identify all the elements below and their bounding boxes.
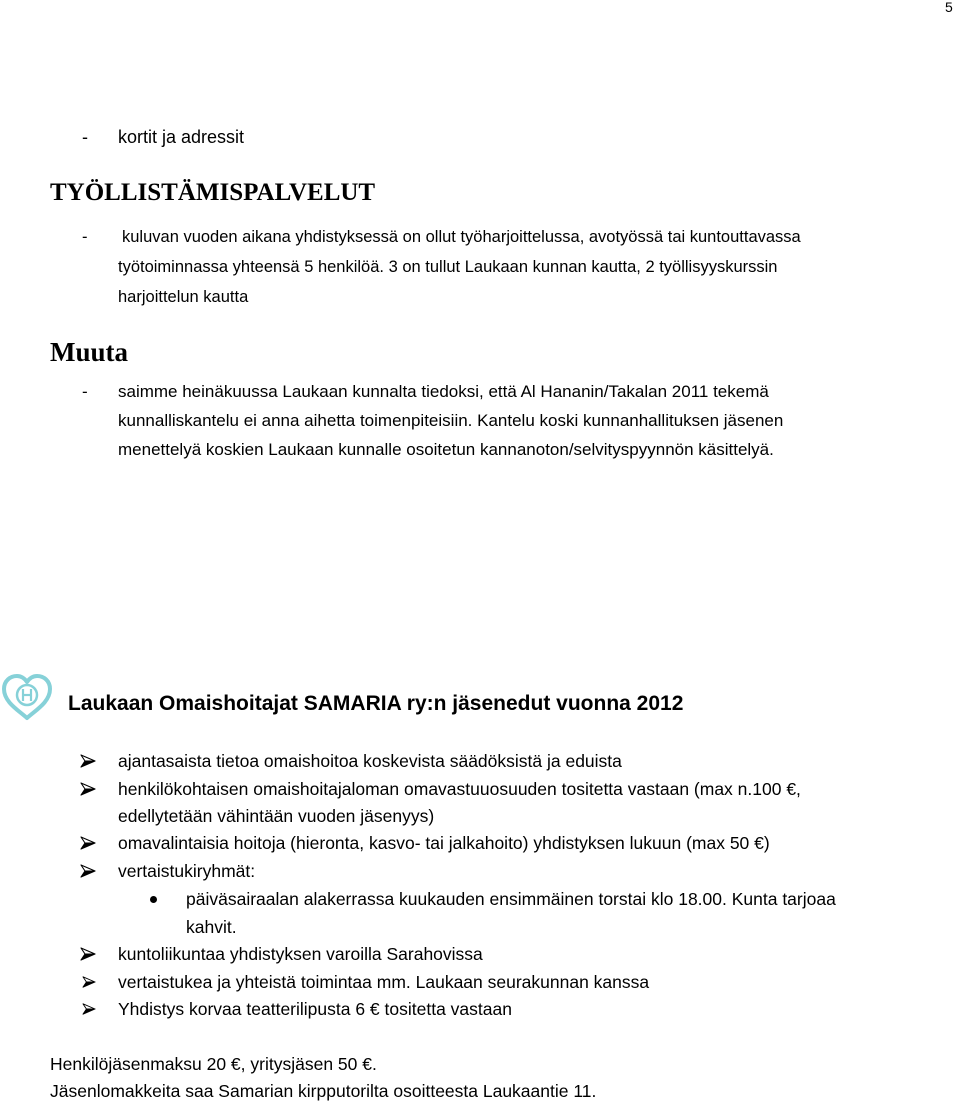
benefit-item-line: ajantasaista tietoa omaishoitoa koskevista säädöksistä ja eduista: [118, 751, 622, 771]
other-text-line: saimme heinäkuussa Laukaan kunnalta tiedoksi, että Al Hananin/Takalan 2011 tekemä: [118, 382, 769, 401]
benefit-subitem-line: päiväsairaalan alakerrassa kuukauden ensimmäinen torstai klo 18.00. Kunta tarjoaa: [186, 889, 836, 909]
samaria-heart-logo-icon: [0, 672, 54, 722]
benefit-item-line: vertaistukiryhmät:: [118, 861, 256, 881]
benefit-subitem-line: kahvit.: [186, 917, 237, 937]
arrowhead-bullet-icon: [80, 947, 96, 961]
arrowhead-bullet-icon: [80, 836, 96, 850]
benefit-item-line: omavalintaisia hoitoja (hieronta, kasvo- tai jalkahoito) yhdistyksen lukuun (max 50 €): [118, 833, 770, 853]
arrowhead-bullet-icon: [82, 976, 96, 988]
round-bullet-icon: [150, 896, 157, 903]
benefit-item-line: edellytetään vähintään vuoden jäsenyys): [118, 806, 435, 826]
benefit-item-line: kuntoliikuntaa yhdistyksen varoilla Sarahovissa: [118, 944, 483, 964]
other-text-line: kunnalliskantelu ei anna aihetta toimenpiteisiin. Kantelu koski kunnanhallituksen jäsenen: [118, 411, 784, 430]
list-dash: -: [82, 228, 88, 246]
employment-text-line: työtoiminnassa yhteensä 5 henkilöä. 3 on tullut Laukaan kunnan kautta, 2 työllisyyskurssin: [118, 258, 778, 276]
employment-heading: TYÖLLISTÄMISPALVELUT: [50, 179, 376, 206]
employment-text-line: harjoittelun kautta: [118, 288, 249, 306]
other-text-line: menettelyä koskien Laukaan kunnalle osoitetun kannanoton/selvityspyynnön käsittelyä.: [118, 440, 774, 459]
membership-fee-text: Henkilöjäsenmaksu 20 €, yritysjäsen 50 €.: [50, 1054, 377, 1074]
benefit-item-line: henkilökohtaisen omaishoitajaloman omavastuuosuuden tositetta vastaan (max n.100 €,: [118, 779, 801, 799]
intro-item-text: kortit ja adressit: [118, 127, 245, 147]
arrowhead-bullet-icon: [80, 782, 96, 796]
membership-forms-text: Jäsenlomakkeita saa Samarian kirpputorilta osoitteesta Laukaantie 11.: [50, 1081, 597, 1101]
employment-text-line: kuluvan vuoden aikana yhdistyksessä on ollut työharjoittelussa, avotyössä tai kuntouttavassa: [122, 228, 801, 246]
benefit-item-line: Yhdistys korvaa teatterilipusta 6 € tositetta vastaan: [118, 999, 512, 1019]
benefit-item-line: vertaistukea ja yhteistä toimintaa mm. Laukaan seurakunnan kanssa: [118, 972, 650, 992]
list-dash: -: [82, 382, 88, 401]
list-dash: -: [82, 127, 88, 147]
page-number: 5: [945, 0, 953, 15]
arrowhead-bullet-icon: [80, 864, 96, 878]
arrowhead-bullet-icon: [80, 754, 96, 768]
arrowhead-bullet-icon: [82, 1003, 96, 1015]
other-heading: Muuta: [50, 337, 129, 367]
benefits-heading: Laukaan Omaishoitajat SAMARIA ry:n jäsenedut vuonna 2012: [68, 692, 684, 715]
